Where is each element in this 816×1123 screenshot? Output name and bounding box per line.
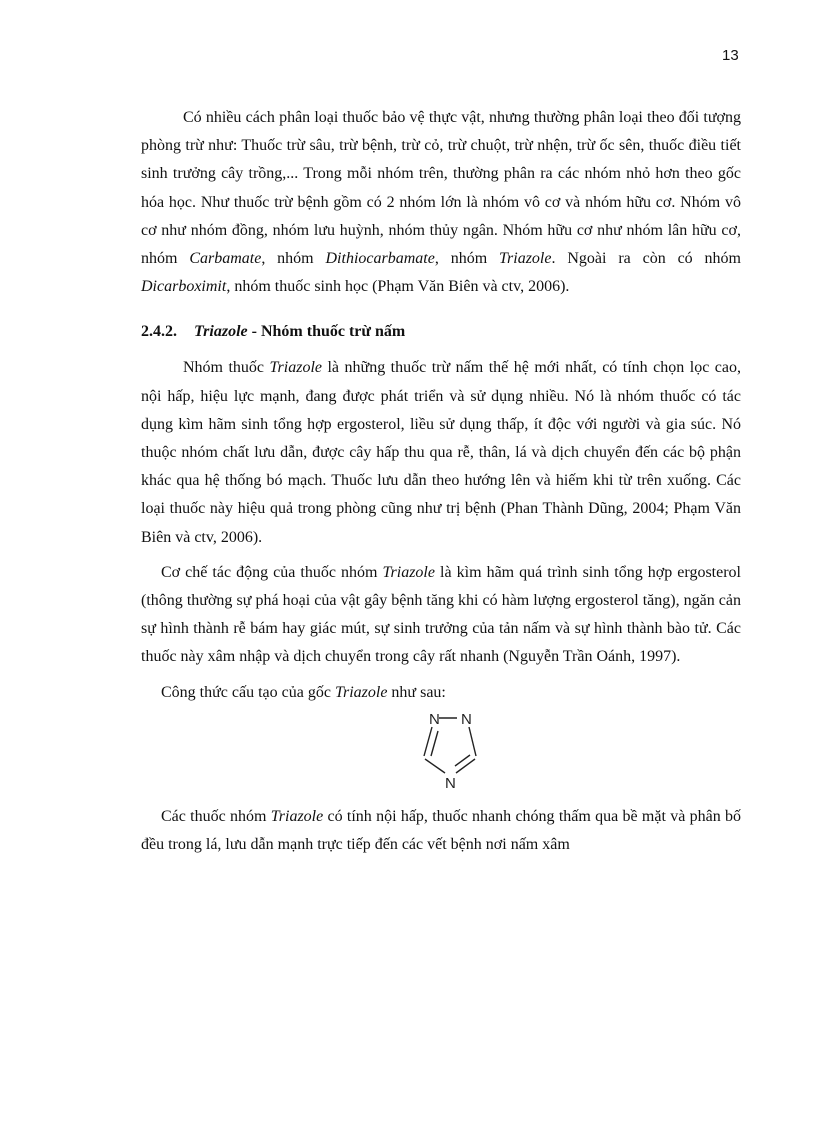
paragraph-triazole-intro	[141, 354, 741, 551]
text-run: Các thuốc nhóm	[161, 807, 271, 825]
italic-term-triazole: Triazole	[270, 807, 324, 825]
triazole-ring-diagram	[420, 707, 500, 795]
text-run: có tính nội hấp, thuốc nhanh chóng thấm qua bề mặt và phân bố đều trong lá, lưu dẫn mạnh trực tiếp đến các vết bệnh nơi nấm xâm	[141, 807, 741, 854]
italic-term-triazole: Triazole	[269, 359, 322, 377]
section-number: 2.4.2.	[141, 323, 177, 341]
bond-left-double-a	[424, 727, 432, 756]
text-run: , nhóm	[261, 250, 326, 268]
italic-term-triazole: Triazole	[382, 563, 435, 581]
italic-term-triazole: Triazole	[499, 250, 552, 268]
page-number: 13	[722, 47, 739, 64]
bond-bottom-right-a	[456, 759, 475, 773]
text-run: là những thuốc trừ nấm thế hệ mới nhất, có tính chọn lọc cao, nội hấp, hiệu lực mạnh, đang được phát triển và sử dụng nhiều. Nó là nhóm thuốc có tác dụng kìm hãm sinh tổng hợp ergosterol, liều sử dụng thấp, ít độc với người và gia súc. Nó thuộc nhóm chất lưu dẫn, được cây hấp thu qua rễ, thân, lá và dịch chuyển đến các bộ phận khác qua hệ thống bó mạch. Thuốc lưu dẫn theo hướng lên và hiếm khi từ trên xuống. Các loại thuốc này hiệu quả trong phòng cũng như trị bệnh (Phan Thành Dũng, 2004; Phạm Văn Biên và ctv, 2006).	[141, 359, 741, 546]
document-body	[141, 104, 741, 859]
atom-n-bottom: N	[445, 774, 456, 792]
atom-n-top-right: N	[461, 710, 472, 728]
paragraph-mechanism	[141, 559, 741, 672]
text-run: , nhóm thuốc sinh học (Phạm Văn Biên và ctv, 2006).	[226, 278, 570, 296]
paragraph-formula-caption	[141, 679, 741, 707]
section-heading	[141, 318, 741, 346]
bond-right	[469, 727, 476, 756]
heading-text: - Nhóm thuốc trừ nấm	[247, 323, 406, 341]
atom-n-top-left: N	[429, 710, 440, 728]
italic-term-dicarboximit: Dicarboximit	[141, 278, 227, 296]
text-run: . Ngoài ra còn có nhóm	[551, 250, 741, 268]
text-run: Nhóm thuốc	[183, 359, 270, 377]
text-run: là kìm hãm quá trình sinh tổng hợp ergosterol (thông thường sự phá hoại của vật gây bệnh tăng khi có hàm lượng ergosterol tăng), ngăn cản sự hình thành rễ bám hay giác mút, sự sinh trưởng của tản nấm và sự hình thành bào tử. Các thuốc này xâm nhập và dịch chuyển trong cây rất nhanh (Nguyễn Trần Oánh, 1997).	[141, 563, 741, 666]
italic-term-carbamate: Carbamate	[189, 250, 262, 268]
text-run: Có nhiều cách phân loại thuốc bảo vệ thực vật, nhưng thường phân loại theo đối tượng phòng trừ như: Thuốc trừ sâu, trừ bệnh, trừ cỏ, trừ chuột, trừ nhện, trừ ốc sên, thuốc điều tiết sinh trưởng cây trồng,... Trong mỗi nhóm trên, thường phân ra các nhóm nhỏ hơn theo gốc hóa học. Như thuốc trừ bệnh gồm có 2 nhóm lớn là nhóm vô cơ và nhóm hữu cơ. Nhóm vô cơ như nhóm đồng, nhóm lưu huỳnh, nhóm thủy ngân. Nhóm hữu cơ như nhóm lân hữu cơ, nhóm	[141, 109, 741, 268]
bond-bottom-left	[425, 759, 445, 773]
heading-italic-term: Triazole	[194, 323, 248, 341]
text-run: Cơ chế tác động của thuốc nhóm	[161, 563, 383, 581]
bond-left-double-b	[431, 731, 438, 756]
text-run: , nhóm	[434, 250, 500, 268]
italic-term-triazole: Triazole	[334, 683, 388, 701]
italic-term-dithiocarbamate: Dithiocarbamate	[325, 250, 435, 268]
text-run: Công thức cấu tạo của gốc	[161, 683, 335, 701]
paragraph-classification	[141, 104, 741, 301]
triazole-structure-figure	[141, 707, 741, 797]
text-run: như sau:	[387, 683, 446, 701]
paragraph-systemic-action	[141, 803, 741, 859]
